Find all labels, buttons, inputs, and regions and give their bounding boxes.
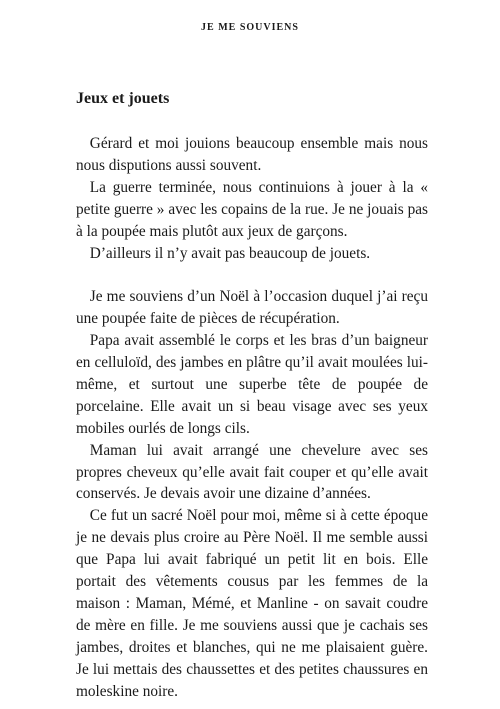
running-header: JE ME SOUVIENS — [201, 22, 299, 33]
paragraph: Papa avait assemblé le corps et les bras d’un baigneur en celluloïd, des jambes en plâtre qu’il avait moulées lui-même, et surtout une superbe tête de poupée de porcelaine. Elle avait un si beau visage avec ses yeux mobiles ourlés de longs cils. — [76, 332, 428, 437]
paragraph-spacer — [76, 264, 428, 286]
paragraph: La guerre terminée, nous continuions à jouer à la « petite guerre » avec les copains de la rue. Je ne jouais pas à la poupée mais plutôt aux jeux de garçons. — [76, 178, 428, 240]
paragraph: Maman lui avait arrangé une chevelure avec ses propres cheveux qu’elle avait fait couper et qu’elle avait conservés. Je devais avoir une dizaine d’années. — [76, 441, 428, 503]
body-text — [76, 133, 428, 703]
paragraph: Je me souviens d’un Noël à l’occasion duquel j’ai reçu une poupée faite de pièces de récupération. — [76, 288, 428, 328]
section-title: Jeux et jouets — [76, 90, 170, 107]
paragraph: D’ailleurs il n’y avait pas beaucoup de jouets. — [89, 244, 371, 262]
paragraph: Gérard et moi jouions beaucoup ensemble mais nous nous disputions aussi souvent. — [76, 135, 428, 174]
paragraph: Ce fut un sacré Noël pour moi, même si à cette époque je ne devais plus croire au Père Noël. Il me semble aussi que Papa lui avait fabriqué un petit lit en bois. Elle portait des vêtements cousus par les femmes de la maison : Maman, Mémé, et Manline - on savait coudre de mère en fille. Je me souviens aussi que je cachais ses jambes, droites et blanches, qui ne me plaisaient guère. Je lui mettais des chaussettes et des petites chaussures en moleskine noire. — [76, 507, 428, 700]
